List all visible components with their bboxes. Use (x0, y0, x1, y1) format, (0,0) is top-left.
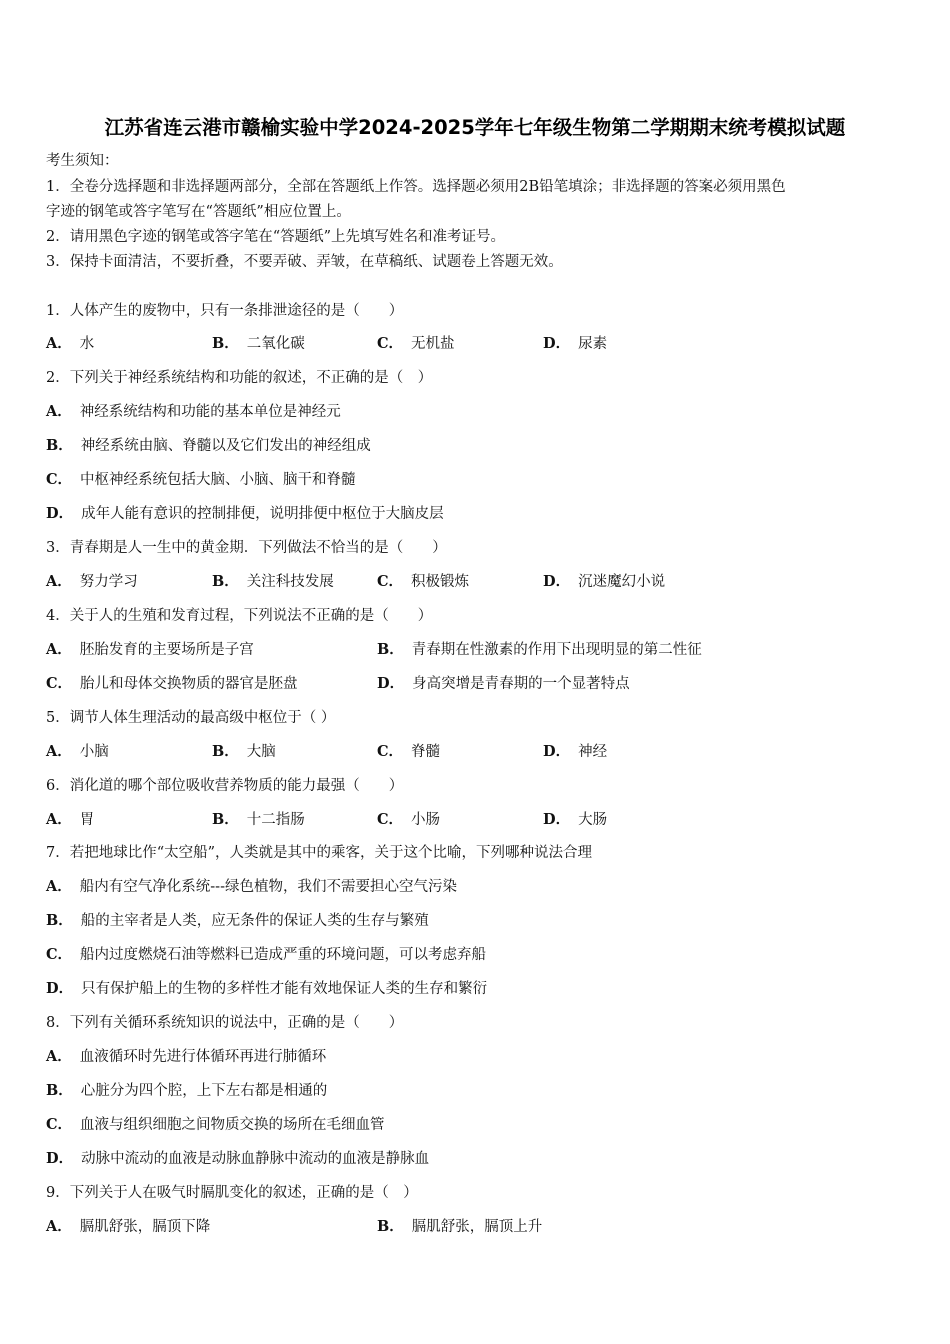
question-stem: 1．人体产生的废物中，只有一条排泄途径的是（ ） (46, 303, 404, 319)
option-c: C． 胎儿和母体交换物质的器官是胚盘 (46, 675, 298, 692)
option-b: B． 船的主宰者是人类，应无条件的保证人类的生存与繁殖 (46, 912, 429, 929)
question-stem: 3．青春期是人一生中的黄金期．下列做法不恰当的是（ ） (46, 540, 447, 556)
option-c: C． 脊髓 (377, 743, 441, 760)
option-a: A． 水 (46, 335, 95, 352)
option-c: C． 血液与组织细胞之间物质交换的场所在毛细血管 (46, 1116, 385, 1133)
notice-item: 字迹的钢笔或答字笔写在“答题纸”相应位置上。 (46, 204, 351, 220)
option-a: A． 血液循环时先进行体循环再进行肺循环 (46, 1048, 327, 1065)
option-d: D． 只有保护船上的生物的多样性才能有效地保证人类的生存和繁衍 (46, 980, 488, 997)
notice-item: 3．保持卡面清洁，不要折叠，不要弄破、弄皱，在草稿纸、试题卷上答题无效。 (46, 254, 563, 270)
option-b: B． 青春期在性激素的作用下出现明显的第二性征 (377, 641, 702, 658)
option-b: B． 膈肌舒张，膈顶上升 (377, 1218, 543, 1235)
option-c: C． 无机盐 (377, 335, 455, 352)
notice-heading: 考生须知： (46, 153, 119, 169)
option-d: D． 成年人能有意识的控制排便，说明排便中枢位于大脑皮层 (46, 505, 444, 522)
question-stem: 6．消化道的哪个部位吸收营养物质的能力最强（ ） (46, 778, 404, 794)
question-stem: 2．下列关于神经系统结构和功能的叙述，不正确的是（ ） (46, 370, 433, 386)
option-a: A． 膈肌舒张，膈顶下降 (46, 1218, 211, 1235)
option-b: B． 心脏分为四个腔，上下左右都是相通的 (46, 1082, 328, 1099)
option-c: C． 小肠 (377, 811, 441, 828)
notice-item: 1．全卷分选择题和非选择题两部分，全部在答题纸上作答。选择题必须用2B铅笔填涂；非选择题的答案必须用黑色 (46, 179, 786, 195)
option-c: C． 积极锻炼 (377, 573, 470, 590)
option-c: C． 中枢神经系统包括大脑、小脑、脑干和脊髓 (46, 471, 356, 488)
option-a: A． 小脑 (46, 743, 109, 760)
option-d: D． 身高突增是青春期的一个显著特点 (377, 675, 630, 692)
notice-item: 2．请用黑色字迹的钢笔或答字笔在“答题纸”上先填写姓名和准考证号。 (46, 229, 506, 245)
option-a: A． 努力学习 (46, 573, 138, 590)
option-b: B． 二氧化碳 (212, 335, 305, 352)
option-b: B． 关注科技发展 (212, 573, 334, 590)
option-b: B． 大脑 (212, 743, 276, 760)
option-d: D． 大肠 (543, 811, 608, 828)
option-d: D． 动脉中流动的血液是动脉血静脉中流动的血液是静脉血 (46, 1150, 430, 1167)
question-stem: 5．调节人体生理活动的最高级中枢位于（ ） (46, 710, 336, 726)
option-d: D． 神经 (543, 743, 608, 760)
question-stem: 9．下列关于人在吸气时膈肌变化的叙述，正确的是（ ） (46, 1185, 418, 1201)
option-b: B． 神经系统由脑、脊髓以及它们发出的神经组成 (46, 437, 371, 454)
option-a: A． 船内有空气净化系统---绿色植物，我们不需要担心空气污染 (46, 878, 457, 895)
exam-title: 江苏省连云港市赣榆实验中学2024-2025学年七年级生物第二学期期末统考模拟试题 (104, 116, 846, 139)
question-stem: 8．下列有关循环系统知识的说法中，正确的是（ ） (46, 1015, 404, 1031)
option-b: B． 十二指肠 (212, 811, 305, 828)
question-stem: 4．关于人的生殖和发育过程，下列说法不正确的是（ ） (46, 608, 433, 624)
option-a: A． 胃 (46, 811, 95, 828)
option-a: A． 神经系统结构和功能的基本单位是神经元 (46, 403, 341, 420)
option-c: C． 船内过度燃烧石油等燃料已造成严重的环境问题，可以考虑弃船 (46, 946, 487, 963)
option-d: D． 沉迷魔幻小说 (543, 573, 666, 590)
option-a: A． 胚胎发育的主要场所是子宫 (46, 641, 254, 658)
question-stem: 7．若把地球比作“太空船”，人类就是其中的乘客，关于这个比喻，下列哪种说法合理 (46, 845, 593, 861)
option-d: D． 尿素 (543, 335, 608, 352)
